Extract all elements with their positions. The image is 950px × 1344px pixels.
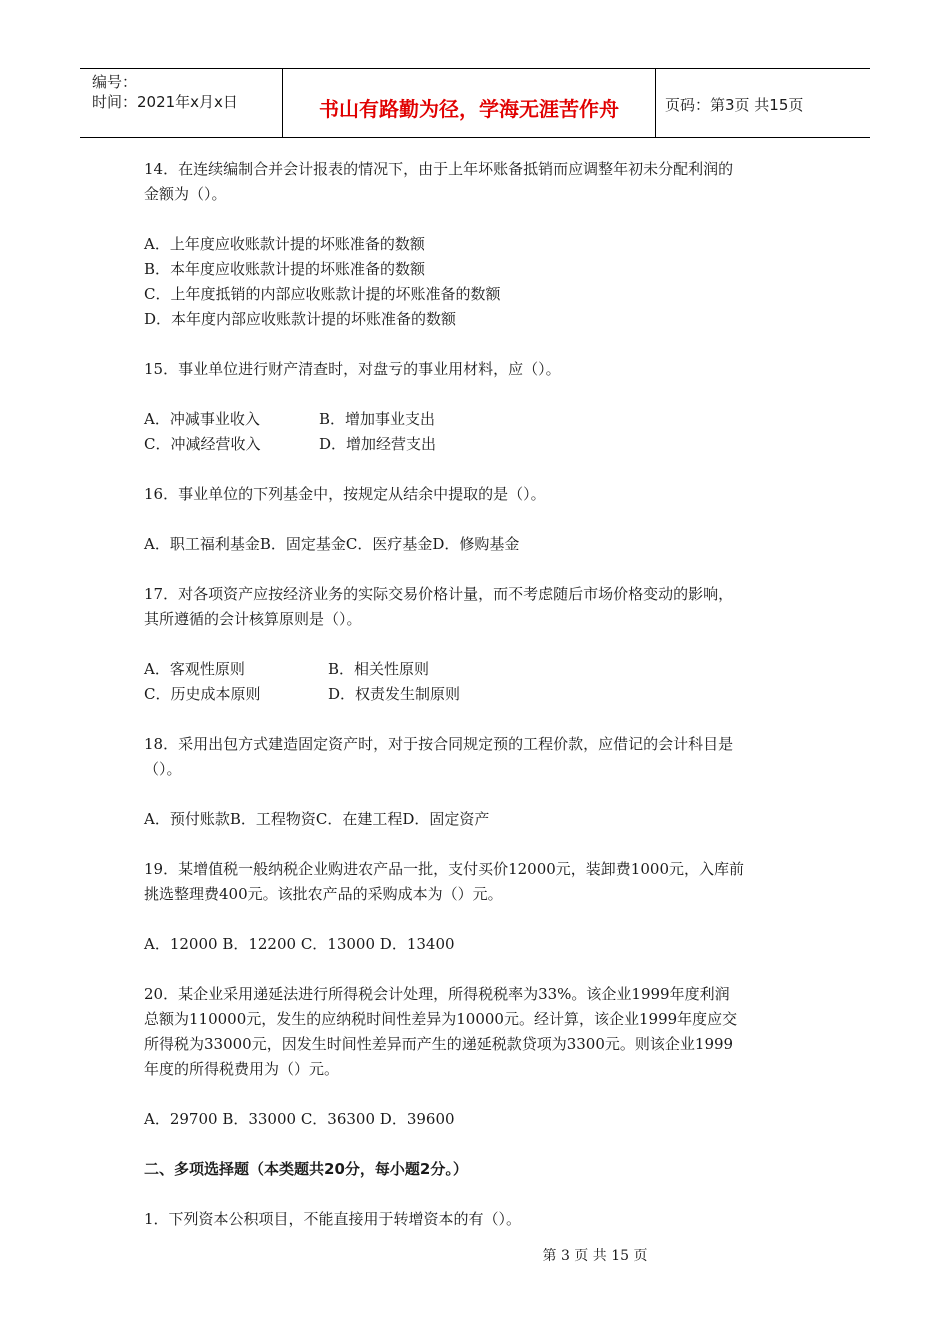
option-line: A．12000 B．12200 C．13000 D．13400 (144, 935, 455, 953)
question-stem-line: 18．采用出包方式建造固定资产时，对于按合同规定预的工程价款，应借记的会计科目是 (144, 735, 734, 753)
header-motto-cell (282, 69, 656, 137)
option-c: C．冲减经营收入 (144, 435, 261, 453)
option-line: B．本年度应收账款计提的坏账准备的数额 (144, 260, 426, 278)
question-17 (144, 582, 809, 707)
header-page-info: 页码：第3页 共15页 (665, 96, 804, 114)
option-d: D．增加经营支出 (319, 435, 437, 453)
section-heading: 二、多项选择题（本类题共20分，每小题2分。） (144, 1160, 468, 1178)
question-stem-line: 17．对各项资产应按经济业务的实际交易价格计量，而不考虑随后市场价格变动的影响， (144, 585, 734, 603)
option-line: C．上年度抵销的内部应收账款计提的坏账准备的数额 (144, 285, 501, 303)
question-stem-line: 14．在连续编制合并会计报表的情况下，由于上年坏账备抵销而应调整年初未分配利润的 (144, 160, 734, 178)
question-stem-line: 其所遵循的会计核算原则是（）。 (144, 610, 362, 628)
option-line: A．预付账款B．工程物资C．在建工程D．固定资产 (144, 810, 490, 828)
question-stem-line: 年度的所得税费用为（）元。 (144, 1060, 340, 1078)
question-19 (144, 857, 809, 957)
question-16 (144, 482, 809, 557)
option-row (144, 657, 809, 682)
option-c: C．历史成本原则 (144, 685, 261, 703)
question-stem-line: 16．事业单位的下列基金中，按规定从结余中提取的是（）。 (144, 485, 546, 503)
question-15 (144, 357, 809, 457)
document-code-label: 编号： (92, 73, 138, 91)
option-row (144, 407, 809, 432)
option-line: D．本年度内部应收账款计提的坏账准备的数额 (144, 310, 457, 328)
question-14 (144, 157, 809, 332)
question-stem-line: （）。 (144, 760, 182, 778)
question-stem-line: 总额为110000元，发生的应纳税时间性差异为10000元。经计算，该企业1999年度应交 (144, 1010, 738, 1028)
question-stem-line: 1．下列资本公积项目，不能直接用于转增资本的有（）。 (144, 1210, 522, 1228)
option-b: B．增加事业支出 (319, 410, 436, 428)
option-a: A．冲减事业收入 (144, 410, 260, 428)
question-stem-line: 挑选整理费400元。该批农产品的采购成本为（）元。 (144, 885, 503, 903)
question-content (144, 157, 809, 1232)
question-stem-line: 15．事业单位进行财产清查时，对盘亏的事业用材料，应（）。 (144, 360, 561, 378)
option-row (144, 432, 809, 457)
question-stem-line: 19．某增值税一般纳税企业购进农产品一批，支付买价12000元，装卸费1000元，入库前 (144, 860, 744, 878)
question-stem-line: 所得税为33000元，因发生时间性差异而产生的递延税款贷项为3300元。则该企业1999 (144, 1035, 734, 1053)
footer-page-number: 第 3 页 共 15 页 (542, 1248, 648, 1264)
question-18 (144, 732, 809, 832)
document-date: 时间：2021年x月x日 (92, 93, 238, 111)
option-b: B．相关性原则 (328, 660, 430, 678)
option-a: A．客观性原则 (144, 660, 245, 678)
option-line: A．29700 B．33000 C．36300 D．39600 (144, 1110, 455, 1128)
header-page-cell (655, 69, 870, 137)
question-stem-line: 金额为（）。 (144, 185, 227, 203)
question-20 (144, 982, 809, 1132)
option-line: A．职工福利基金B．固定基金C．医疗基金D．修购基金 (144, 535, 520, 553)
question-stem-line: 20．某企业采用递延法进行所得税会计处理，所得税税率为33%。该企业1999年度利润 (144, 985, 730, 1003)
option-row (144, 682, 809, 707)
page-header (80, 68, 870, 138)
header-left-cell (80, 69, 282, 137)
option-d: D．权责发生制原则 (328, 685, 461, 703)
option-line: A．上年度应收账款计提的坏账准备的数额 (144, 235, 425, 253)
header-motto: 书山有路勤为径，学海无涯苦作舟 (319, 97, 619, 121)
page-footer (0, 1245, 950, 1265)
